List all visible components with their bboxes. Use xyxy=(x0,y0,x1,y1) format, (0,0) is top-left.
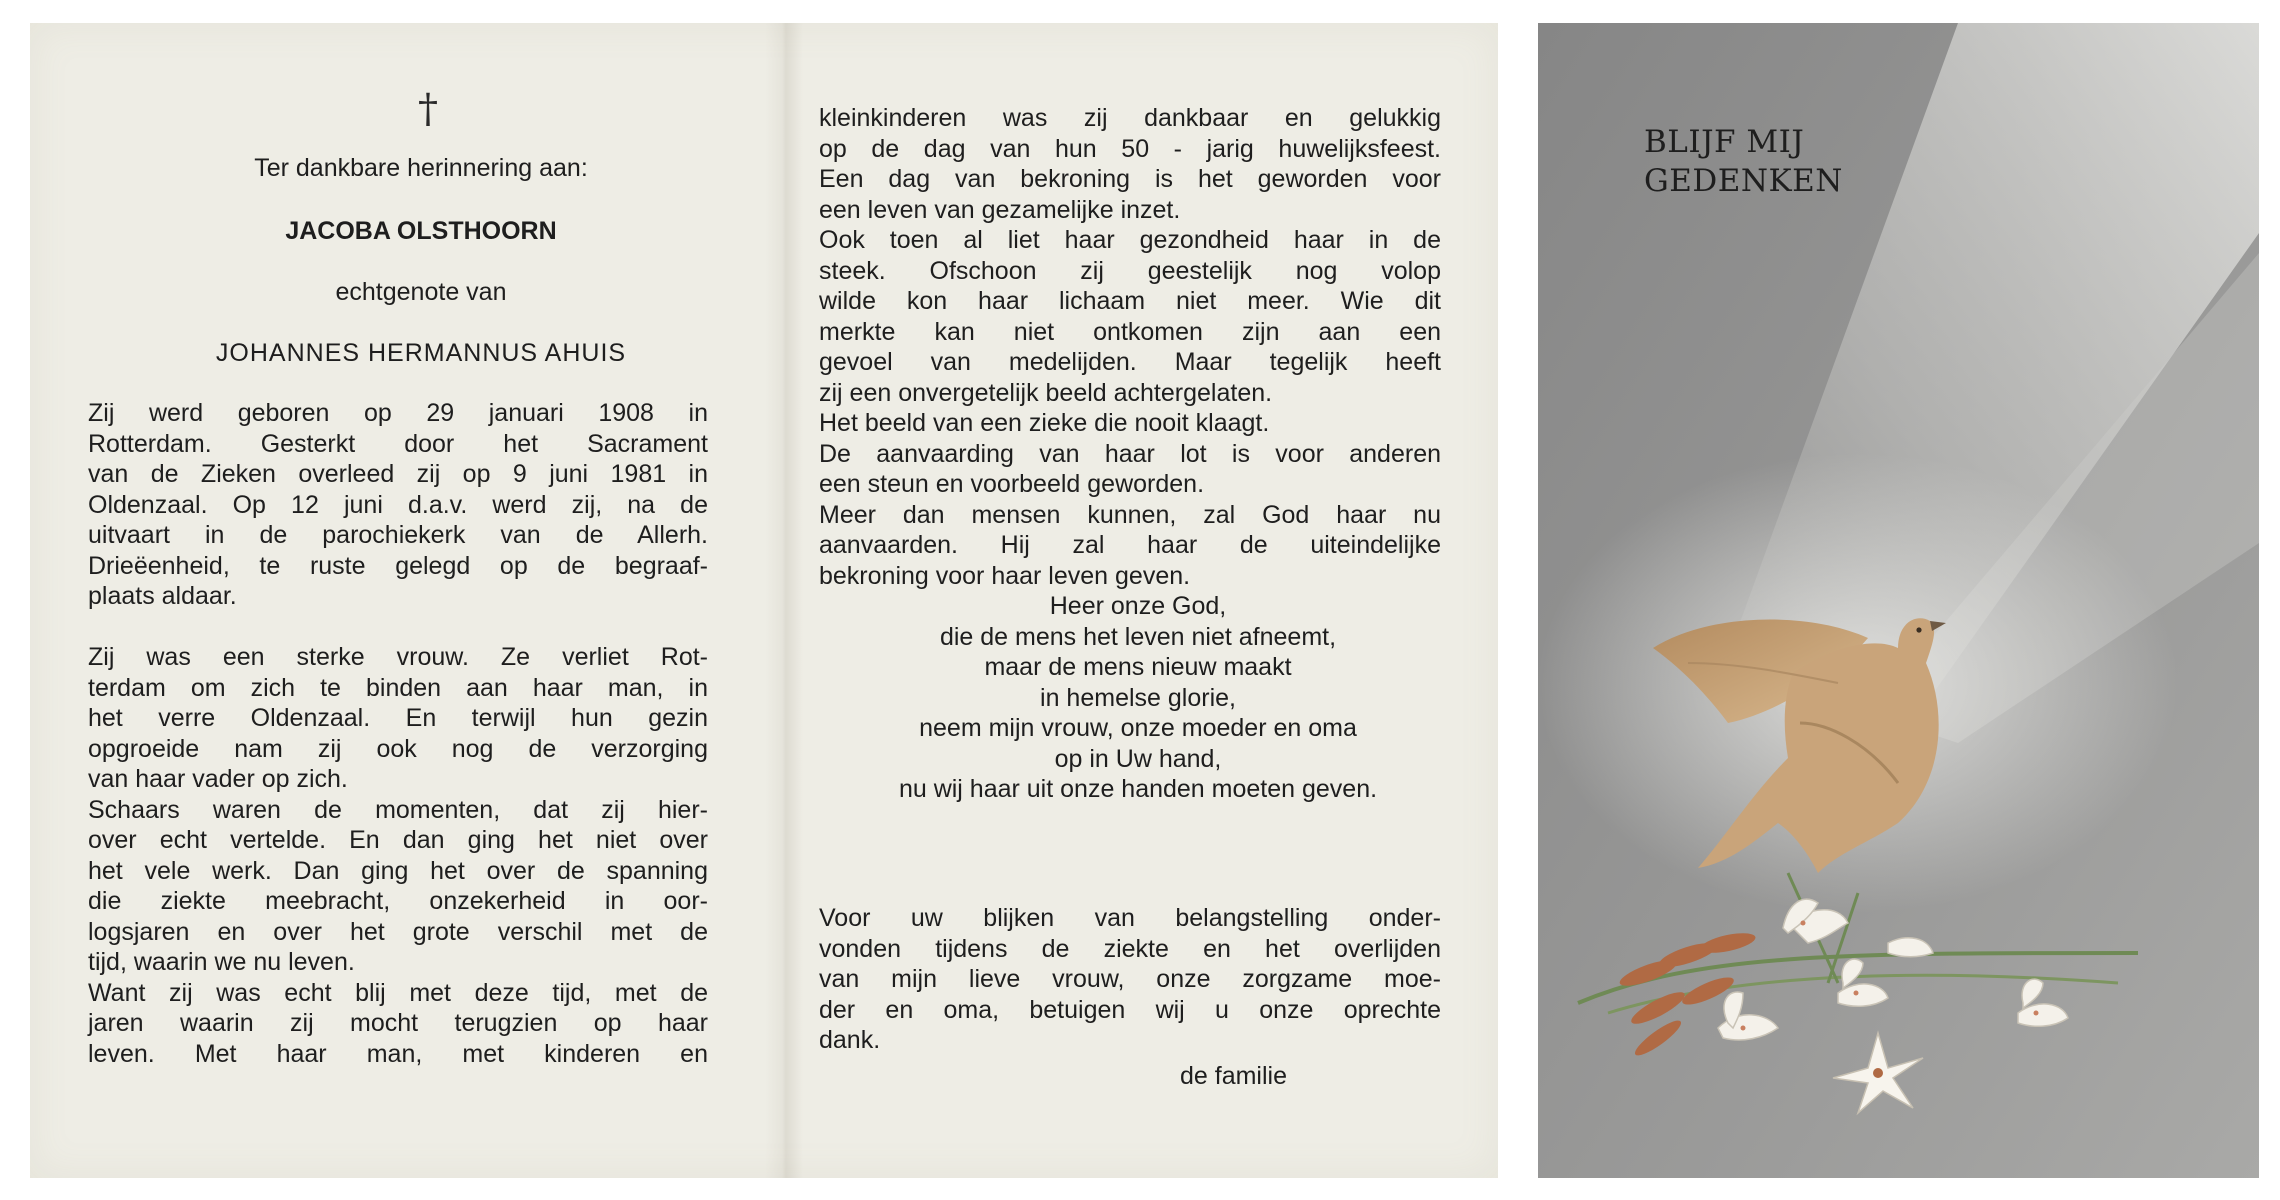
relation-text: echtgenote van xyxy=(335,278,507,306)
prayer-line: in hemelse glorie, xyxy=(1040,683,1236,712)
text-line: Meer dan mensen kunnen, zal God haar nu xyxy=(819,500,1441,529)
text-line: Oldenzaal. Op 12 juni d.a.v. werd zij, na de xyxy=(88,490,708,519)
prayer-line: maar de mens nieuw maakt xyxy=(984,653,1292,681)
intro-text: Ter dankbare herinnering aan: xyxy=(254,154,588,182)
life-story-paragraph xyxy=(88,642,708,1069)
text-line: aanvaarden. Hij zal haar de uiteindelijke xyxy=(819,531,1441,559)
text-line: Zij was een sterke vrouw. Ze verliet Rot- xyxy=(88,643,708,671)
signoff: de familie xyxy=(1180,1062,1287,1090)
spouse-name: JOHANNES HERMANNUS AHUIS xyxy=(215,339,627,367)
text-line: van de Zieken overleed zij op 9 juni 1981 in xyxy=(88,460,708,488)
text-line: gevoel van medelijden. Maar tegelijk heeft xyxy=(819,348,1441,376)
prayer-line: neem mijn vrouw, onze moeder en oma xyxy=(919,714,1357,742)
text-line: dank. xyxy=(819,1026,881,1054)
cover-title-line: BLIJF MIJ xyxy=(1644,124,1805,160)
cover-title xyxy=(1644,123,1843,201)
thanks-paragraph xyxy=(819,903,1441,1056)
cross-icon: † xyxy=(418,86,438,132)
prayer-text xyxy=(848,591,1428,805)
text-line: een steun en voorbeeld geworden. xyxy=(819,470,1205,498)
text-line: vonden tijdens de ziekte en het overlijden xyxy=(819,934,1441,963)
text-line: Een dag van bekroning is het geworden voor xyxy=(819,165,1441,193)
text-line: wilde kon haar lichaam niet meer. Wie dit xyxy=(819,287,1441,315)
cover-title-line: GEDENKEN xyxy=(1644,163,1843,199)
text-line: opgroeide nam zij ook nog de verzorging xyxy=(88,734,708,763)
text-line: een leven van gezamelijke inzet. xyxy=(819,195,1181,224)
text-line: Drieëenheid, te ruste gelegd op de begraaf- xyxy=(88,551,708,580)
text-line: logsjaren en over het grote verschil met de xyxy=(88,917,708,946)
text-line: het verre Oldenzaal. En terwijl hun gezin xyxy=(88,704,708,732)
text-line: plaats aldaar. xyxy=(88,582,237,610)
text-line: bekroning voor haar leven geven. xyxy=(819,561,1191,590)
text-line: steek. Ofschoon zij geestelijk nog volop xyxy=(819,256,1441,285)
text-line: zij een onvergetelijk beeld achtergelaten. xyxy=(819,378,1273,407)
text-line: Voor uw blijken van belangstelling onder- xyxy=(819,904,1441,932)
text-line: Rotterdam. Gesterkt door het Sacrament xyxy=(88,429,708,458)
text-line: op de dag van hun 50 - jarig huwelijksfeest. xyxy=(819,134,1441,163)
text-line: Ook toen al liet haar gezondheid haar in de xyxy=(819,226,1441,254)
deceased-name: JACOBA OLSTHOORN xyxy=(285,217,557,245)
text-line: merkte kan niet ontkomen zijn aan een xyxy=(819,317,1441,346)
text-line: der en oma, betuigen wij u onze oprechte xyxy=(819,995,1441,1024)
text-line: Want zij was echt blij met deze tijd, met de xyxy=(88,978,708,1007)
text-line: het vele werk. Dan ging het over de spanning xyxy=(88,856,708,885)
prayer-line: op in Uw hand, xyxy=(1054,744,1222,773)
text-line: die ziekte meebracht, onzekerheid in oor- xyxy=(88,887,708,915)
text-line: van mijn lieve vrouw, onze zorgzame moe- xyxy=(819,965,1441,993)
text-line: jaren waarin zij mocht terugzien op haar xyxy=(88,1009,708,1037)
text-line: terdam om zich te binden aan haar man, in xyxy=(88,673,708,702)
memorial-card-cover xyxy=(1538,23,2259,1178)
biography-paragraph xyxy=(88,398,708,612)
prayer-line: die de mens het leven niet afneemt, xyxy=(939,622,1337,651)
text-line: uitvaart in de parochiekerk van de Allerh. xyxy=(88,521,708,549)
memorial-card-inside xyxy=(30,23,1498,1178)
prayer-line: nu wij haar uit onze handen moeten geven. xyxy=(898,775,1378,803)
text-line: Zij werd geboren op 29 januari 1908 in xyxy=(88,399,708,427)
continuation-paragraph xyxy=(819,103,1441,591)
text-line: Het beeld van een zieke die nooit klaagt. xyxy=(819,409,1270,437)
card-fold xyxy=(765,23,803,1178)
text-line: tijd, waarin we nu leven. xyxy=(88,948,355,976)
text-line: over echt vertelde. En dan ging het niet over xyxy=(88,826,708,854)
prayer-line: Heer onze God, xyxy=(1049,592,1227,620)
text-line: leven. Met haar man, met kinderen en xyxy=(88,1039,708,1068)
text-line: kleinkinderen was zij dankbaar en gelukkig xyxy=(819,104,1441,132)
text-line: van haar vader op zich. xyxy=(88,765,348,793)
text-line: De aanvaarding van haar lot is voor anderen xyxy=(819,439,1441,468)
text-line: Schaars waren de momenten, dat zij hier- xyxy=(88,795,708,824)
